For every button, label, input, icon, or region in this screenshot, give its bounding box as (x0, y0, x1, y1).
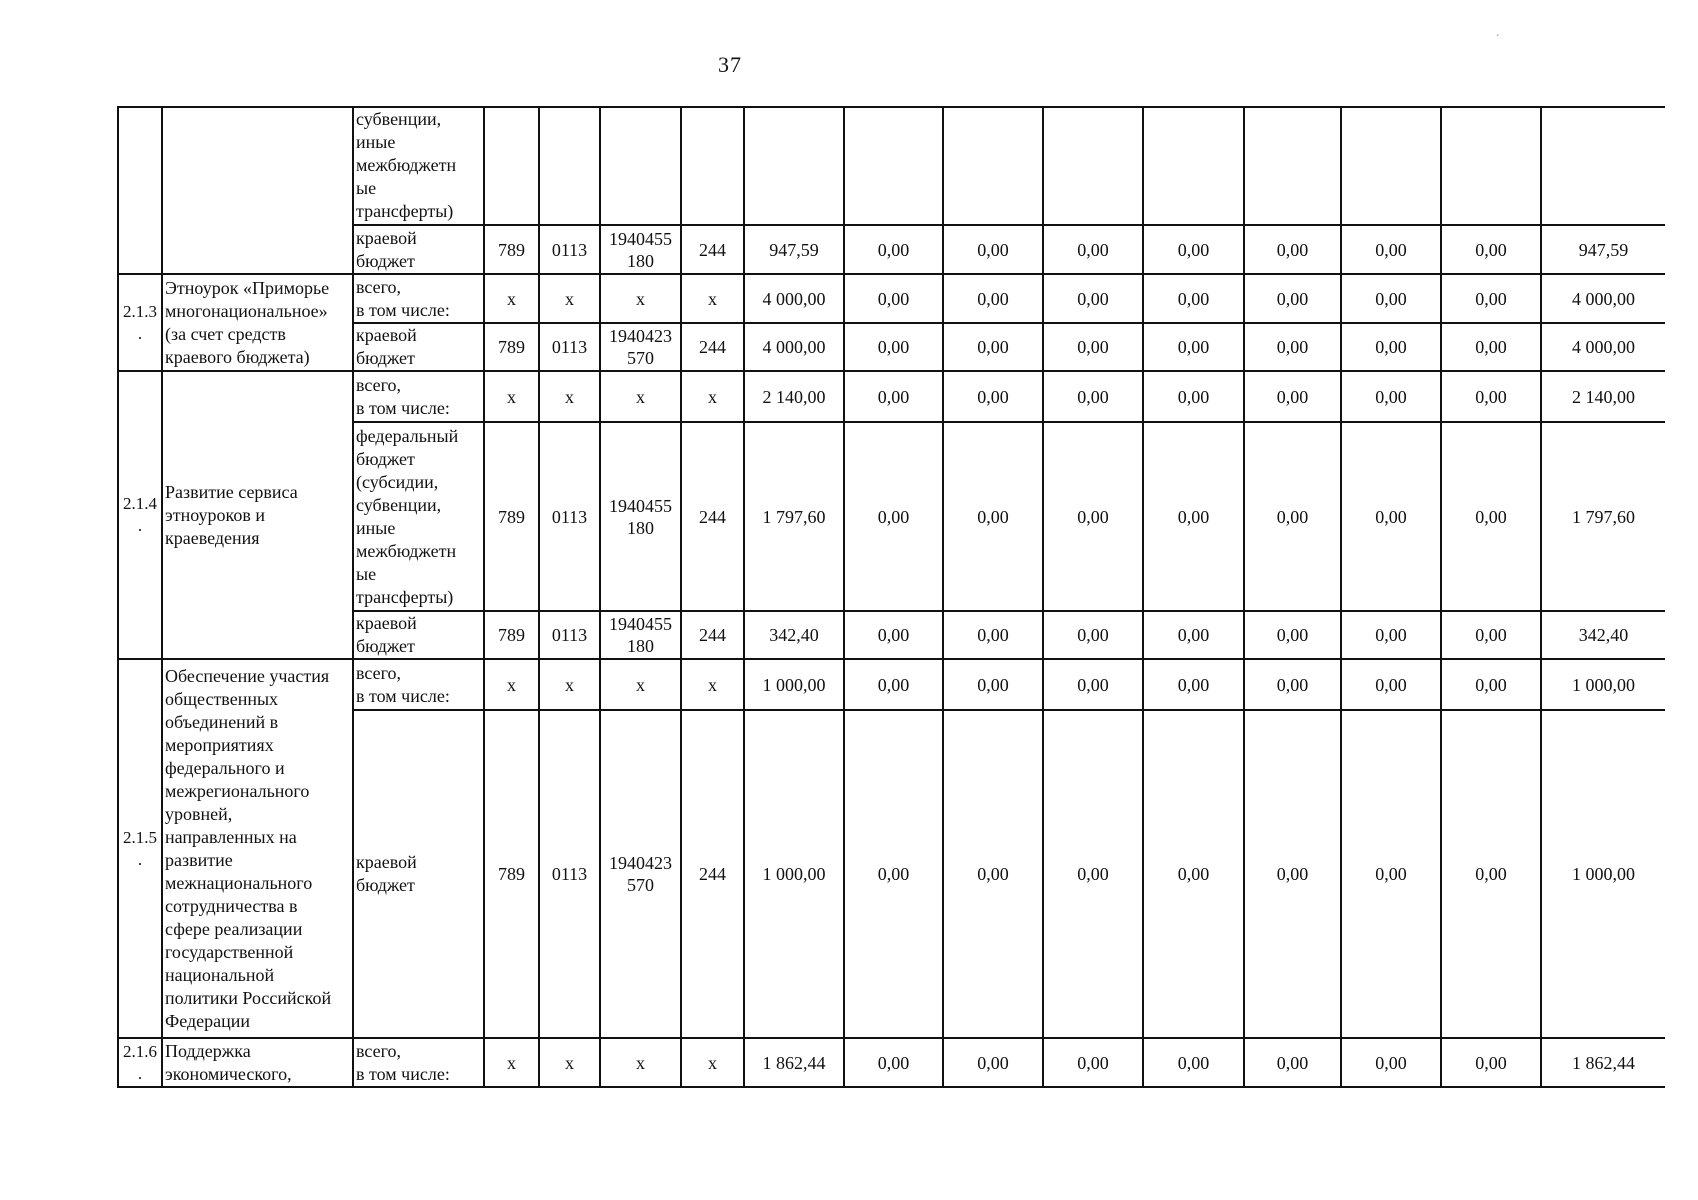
funding-source-cell: всего, в том числе: (353, 659, 484, 710)
rz-pr-cell: x (539, 1038, 600, 1087)
rz-pr-cell: 0113 (539, 225, 600, 274)
amount-cell: 0,00 (943, 611, 1043, 659)
grbs-cell: x (484, 659, 539, 710)
amount-cell: 0,00 (1244, 710, 1341, 1038)
csr-cell: 1940423 570 (600, 710, 681, 1038)
activity-name-cell (162, 107, 353, 274)
amount-cell: 0,00 (1244, 323, 1341, 371)
table-row (118, 274, 1665, 323)
amount-cell: 1 862,44 (744, 1038, 844, 1087)
amount-total-cell: 342,40 (1541, 611, 1665, 659)
amount-cell: 0,00 (1043, 611, 1143, 659)
vr-cell: 244 (681, 611, 744, 659)
amount-cell (943, 107, 1043, 225)
amount-cell: 0,00 (1341, 1038, 1441, 1087)
vr-cell: x (681, 1038, 744, 1087)
amount-cell (1341, 107, 1441, 225)
amount-cell (744, 107, 844, 225)
funding-source-cell: всего, в том числе: (353, 371, 484, 422)
amount-cell: 0,00 (1341, 274, 1441, 323)
amount-total-cell: 4 000,00 (1541, 274, 1665, 323)
amount-cell: 0,00 (1441, 659, 1541, 710)
amount-cell (1244, 107, 1341, 225)
funding-source-cell: федеральный бюджет (субсидии, субвенции, иные межбюджетн ые трансферты) (353, 422, 484, 611)
amount-total-cell: 1 862,44 (1541, 1038, 1665, 1087)
amount-cell: 0,00 (1244, 422, 1341, 611)
vr-cell: x (681, 659, 744, 710)
amount-cell: 0,00 (1244, 225, 1341, 274)
scan-speck: ´ (1496, 34, 1500, 45)
vr-cell: 244 (681, 323, 744, 371)
funding-source-cell: краевой бюджет (353, 710, 484, 1038)
amount-cell: 4 000,00 (744, 274, 844, 323)
amount-cell: 0,00 (1441, 611, 1541, 659)
grbs-cell: 789 (484, 225, 539, 274)
csr-cell (600, 107, 681, 225)
amount-cell: 1 797,60 (744, 422, 844, 611)
rz-pr-cell: 0113 (539, 422, 600, 611)
amount-cell: 0,00 (1043, 422, 1143, 611)
funding-source-cell: всего, в том числе: (353, 1038, 484, 1087)
amount-cell: 0,00 (1441, 1038, 1541, 1087)
amount-cell: 0,00 (1043, 1038, 1143, 1087)
amount-cell (844, 107, 943, 225)
amount-cell: 0,00 (844, 659, 943, 710)
table-row (118, 659, 1665, 710)
amount-cell: 0,00 (943, 274, 1043, 323)
amount-cell: 0,00 (1143, 274, 1244, 323)
amount-cell: 0,00 (1341, 422, 1441, 611)
vr-cell (681, 107, 744, 225)
amount-total-cell: 1 797,60 (1541, 422, 1665, 611)
item-number-cell: 2.1.3 . (118, 274, 162, 371)
amount-cell: 0,00 (1441, 422, 1541, 611)
amount-cell (1143, 107, 1244, 225)
amount-cell: 0,00 (1143, 710, 1244, 1038)
csr-cell: 1940455 180 (600, 422, 681, 611)
rz-pr-cell (539, 107, 600, 225)
amount-total-cell: 1 000,00 (1541, 659, 1665, 710)
amount-cell: 342,40 (744, 611, 844, 659)
vr-cell: 244 (681, 225, 744, 274)
amount-cell: 0,00 (943, 422, 1043, 611)
amount-total-cell: 2 140,00 (1541, 371, 1665, 422)
grbs-cell: 789 (484, 323, 539, 371)
amount-cell: 0,00 (943, 1038, 1043, 1087)
funding-source-cell: субвенции, иные межбюджетн ые трансферты) (353, 107, 484, 225)
amount-cell: 0,00 (844, 422, 943, 611)
amount-cell: 0,00 (1244, 1038, 1341, 1087)
csr-cell: 1940423 570 (600, 323, 681, 371)
grbs-cell (484, 107, 539, 225)
table-row (118, 107, 1665, 225)
vr-cell: x (681, 274, 744, 323)
amount-cell: 0,00 (1043, 659, 1143, 710)
amount-cell: 0,00 (1043, 323, 1143, 371)
csr-cell: 1940455 180 (600, 225, 681, 274)
amount-cell: 0,00 (1143, 323, 1244, 371)
rz-pr-cell: x (539, 274, 600, 323)
amount-cell: 947,59 (744, 225, 844, 274)
amount-cell: 0,00 (844, 225, 943, 274)
amount-cell: 0,00 (1043, 274, 1143, 323)
amount-cell: 0,00 (1143, 1038, 1244, 1087)
csr-cell: x (600, 371, 681, 422)
amount-cell: 0,00 (844, 1038, 943, 1087)
vr-cell: x (681, 371, 744, 422)
grbs-cell: x (484, 1038, 539, 1087)
amount-cell (1441, 107, 1541, 225)
amount-total-cell: 4 000,00 (1541, 323, 1665, 371)
item-number-cell: 2.1.4 . (118, 371, 162, 659)
rz-pr-cell: 0113 (539, 323, 600, 371)
rz-pr-cell: 0113 (539, 710, 600, 1038)
activity-name-cell: Поддержка экономического, (162, 1038, 353, 1087)
amount-cell: 0,00 (1143, 611, 1244, 659)
amount-cell: 0,00 (1143, 225, 1244, 274)
amount-cell: 0,00 (1244, 659, 1341, 710)
amount-cell: 0,00 (1441, 371, 1541, 422)
funding-source-cell: всего, в том числе: (353, 274, 484, 323)
amount-cell: 0,00 (1341, 225, 1441, 274)
rz-pr-cell: 0113 (539, 611, 600, 659)
amount-cell: 0,00 (943, 710, 1043, 1038)
amount-cell: 0,00 (1244, 274, 1341, 323)
amount-cell: 0,00 (1341, 323, 1441, 371)
amount-cell: 0,00 (943, 659, 1043, 710)
amount-cell: 0,00 (844, 710, 943, 1038)
amount-cell: 1 000,00 (744, 710, 844, 1038)
funding-source-cell: краевой бюджет (353, 611, 484, 659)
rz-pr-cell: x (539, 371, 600, 422)
amount-cell: 0,00 (1341, 611, 1441, 659)
amount-cell: 0,00 (1441, 274, 1541, 323)
amount-cell: 0,00 (844, 323, 943, 371)
grbs-cell: x (484, 274, 539, 323)
budget-table (117, 106, 1665, 1088)
csr-cell: x (600, 659, 681, 710)
amount-cell: 0,00 (1441, 225, 1541, 274)
amount-total-cell: 947,59 (1541, 225, 1665, 274)
amount-total-cell (1541, 107, 1665, 225)
amount-cell: 4 000,00 (744, 323, 844, 371)
amount-cell: 0,00 (1341, 659, 1441, 710)
amount-cell: 0,00 (943, 371, 1043, 422)
vr-cell: 244 (681, 710, 744, 1038)
amount-cell: 0,00 (1244, 611, 1341, 659)
csr-cell: x (600, 274, 681, 323)
amount-cell: 0,00 (943, 323, 1043, 371)
grbs-cell: 789 (484, 422, 539, 611)
csr-cell: x (600, 1038, 681, 1087)
activity-name-cell: Развитие сервиса этноуроков и краеведения (162, 371, 353, 659)
amount-total-cell: 1 000,00 (1541, 710, 1665, 1038)
activity-name-cell: Обеспечение участия общественных объединений в мероприятиях федерального и межрегионального уровней, направленных на развитие межнационального сотрудничества в сфере реализации государственной национальной политики Российской Федерации (162, 659, 353, 1038)
page-number: 37 (718, 52, 742, 77)
amount-cell: 0,00 (1143, 422, 1244, 611)
amount-cell: 2 140,00 (744, 371, 844, 422)
amount-cell: 0,00 (1441, 710, 1541, 1038)
amount-cell: 0,00 (943, 225, 1043, 274)
amount-cell: 0,00 (1341, 710, 1441, 1038)
amount-cell: 0,00 (1244, 371, 1341, 422)
table-row (118, 1038, 1665, 1087)
amount-cell: 0,00 (1043, 710, 1143, 1038)
table-row (118, 371, 1665, 422)
amount-cell: 0,00 (844, 611, 943, 659)
grbs-cell: 789 (484, 611, 539, 659)
amount-cell: 0,00 (844, 274, 943, 323)
vr-cell: 244 (681, 422, 744, 611)
item-number-cell: 2.1.5 . (118, 659, 162, 1038)
amount-cell (1043, 107, 1143, 225)
rz-pr-cell: x (539, 659, 600, 710)
grbs-cell: 789 (484, 710, 539, 1038)
funding-source-cell: краевой бюджет (353, 323, 484, 371)
activity-name-cell: Этноурок «Приморье многонациональное» (за счет средств краевого бюджета) (162, 274, 353, 371)
amount-cell: 0,00 (1341, 371, 1441, 422)
item-number-cell (118, 107, 162, 274)
csr-cell: 1940455 180 (600, 611, 681, 659)
funding-source-cell: краевой бюджет (353, 225, 484, 274)
amount-cell: 0,00 (1441, 323, 1541, 371)
amount-cell: 1 000,00 (744, 659, 844, 710)
amount-cell: 0,00 (1143, 659, 1244, 710)
item-number-cell: 2.1.6 . (118, 1038, 162, 1087)
amount-cell: 0,00 (844, 371, 943, 422)
grbs-cell: x (484, 371, 539, 422)
amount-cell: 0,00 (1043, 225, 1143, 274)
amount-cell: 0,00 (1143, 371, 1244, 422)
amount-cell: 0,00 (1043, 371, 1143, 422)
